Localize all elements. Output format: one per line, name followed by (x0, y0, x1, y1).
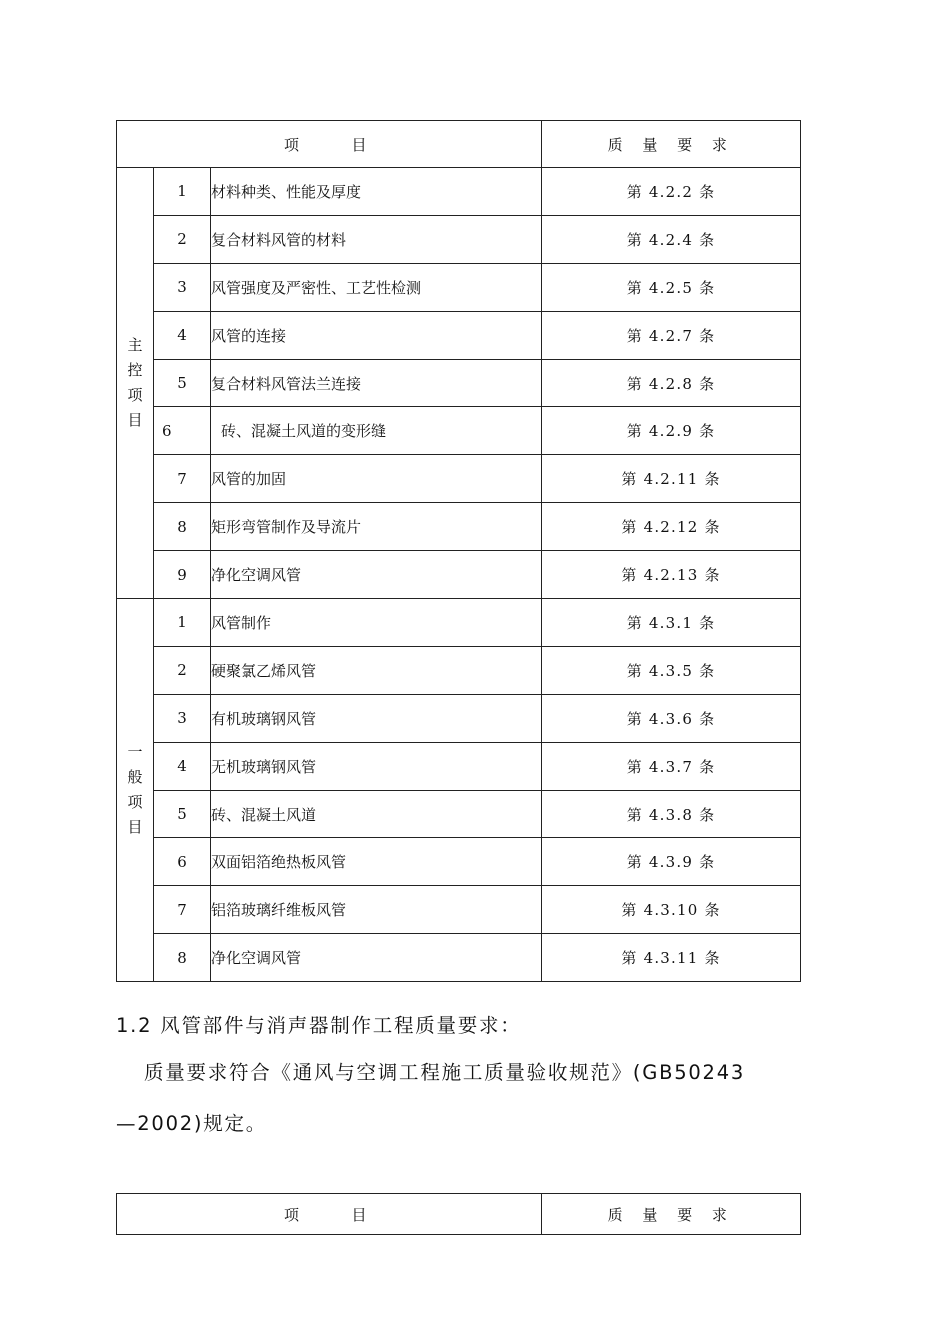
row-requirement: 第 4.3.6 条 (542, 694, 801, 742)
row-requirement: 第 4.2.8 条 (542, 359, 801, 407)
row-requirement: 第 4.2.5 条 (542, 263, 801, 311)
table-row (117, 934, 801, 982)
row-number: 5 (154, 359, 211, 407)
row-item: 风管强度及严密性、工艺性检测 (211, 263, 542, 311)
table-row (117, 742, 801, 790)
group-label-char: 项 (127, 386, 143, 404)
header-requirement: 质 量 要 求 (542, 1194, 801, 1235)
row-requirement: 第 4.3.8 条 (542, 790, 801, 838)
group-label-char: 一 (127, 743, 143, 762)
row-requirement: 第 4.2.7 条 (542, 311, 801, 359)
table-row (117, 407, 801, 455)
row-number: 1 (154, 599, 211, 647)
group-label-char: 目 (127, 818, 143, 837)
row-requirement: 第 4.3.9 条 (542, 838, 801, 886)
row-item: 双面铝箔绝热板风管 (211, 838, 542, 886)
row-requirement: 第 4.2.9 条 (542, 407, 801, 455)
row-item: 复合材料风管的材料 (211, 215, 542, 263)
group-label (117, 168, 154, 599)
row-requirement: 第 4.2.13 条 (542, 551, 801, 599)
row-item: 砖、混凝土风道 (211, 790, 542, 838)
row-number: 3 (154, 263, 211, 311)
row-item: 风管的连接 (211, 311, 542, 359)
row-number: 7 (154, 886, 211, 934)
table-row (117, 694, 801, 742)
row-requirement: 第 4.3.11 条 (542, 934, 801, 982)
row-number: 6 (154, 838, 211, 886)
table-row (117, 886, 801, 934)
header-item: 项 目 (117, 121, 542, 168)
row-item: 风管制作 (211, 599, 542, 647)
row-item: 硬聚氯乙烯风管 (211, 646, 542, 694)
table-row (117, 311, 801, 359)
row-requirement: 第 4.2.11 条 (542, 455, 801, 503)
row-item: 净化空调风管 (211, 551, 542, 599)
row-requirement: 第 4.2.12 条 (542, 503, 801, 551)
table-row (117, 263, 801, 311)
table-row (117, 455, 801, 503)
table-header-row (117, 121, 801, 168)
row-number: 8 (154, 503, 211, 551)
row-item: 复合材料风管法兰连接 (211, 359, 542, 407)
header-item: 项 目 (117, 1194, 542, 1235)
table-row (117, 646, 801, 694)
row-number: 7 (154, 455, 211, 503)
section-heading: 1.2 风管部件与消声器制作工程质量要求： (116, 1014, 522, 1037)
row-number: 3 (154, 694, 211, 742)
row-number: 8 (154, 934, 211, 982)
row-item: 有机玻璃钢风管 (211, 694, 542, 742)
row-requirement: 第 4.2.2 条 (542, 168, 801, 216)
row-number: 5 (154, 790, 211, 838)
table-row (117, 790, 801, 838)
section-body-line-1: 质量要求符合《通风与空调工程施工质量验收规范》(GB50243 (144, 1061, 746, 1084)
row-item: 无机玻璃钢风管 (211, 742, 542, 790)
table-row (117, 599, 801, 647)
row-item: 风管的加固 (211, 455, 542, 503)
group-label-char: 般 (127, 768, 143, 787)
table-row (117, 168, 801, 216)
row-number: 9 (154, 551, 211, 599)
row-number: 4 (154, 311, 211, 359)
row-item: 净化空调风管 (211, 934, 542, 982)
row-item: 材料种类、性能及厚度 (211, 168, 542, 216)
quality-table-duct-components (116, 1193, 801, 1235)
row-item: 矩形弯管制作及导流片 (211, 503, 542, 551)
group-label-char: 主 (127, 336, 143, 354)
table-row (117, 551, 801, 599)
row-number: 6 (154, 407, 211, 455)
quality-table-duct-fabrication (116, 120, 801, 982)
row-item: 铝箔玻璃纤维板风管 (211, 886, 542, 934)
row-number: 2 (154, 646, 211, 694)
row-requirement: 第 4.3.10 条 (542, 886, 801, 934)
row-number: 2 (154, 215, 211, 263)
row-requirement: 第 4.3.1 条 (542, 599, 801, 647)
row-requirement: 第 4.3.5 条 (542, 646, 801, 694)
row-item: 砖、混凝土风道的变形缝 (211, 407, 542, 455)
group-label-char: 控 (127, 361, 143, 379)
row-requirement: 第 4.3.7 条 (542, 742, 801, 790)
table-header-row (117, 1194, 801, 1235)
group-label-char: 目 (127, 411, 143, 429)
table-row (117, 503, 801, 551)
row-number: 4 (154, 742, 211, 790)
header-requirement: 质 量 要 求 (542, 121, 801, 168)
table-row (117, 215, 801, 263)
section-body-line-2: —2002)规定。 (116, 1112, 268, 1135)
group-label (117, 599, 154, 982)
group-label-char: 项 (127, 793, 143, 812)
table-row (117, 838, 801, 886)
row-requirement: 第 4.2.4 条 (542, 215, 801, 263)
table-row (117, 359, 801, 407)
row-number: 1 (154, 168, 211, 216)
